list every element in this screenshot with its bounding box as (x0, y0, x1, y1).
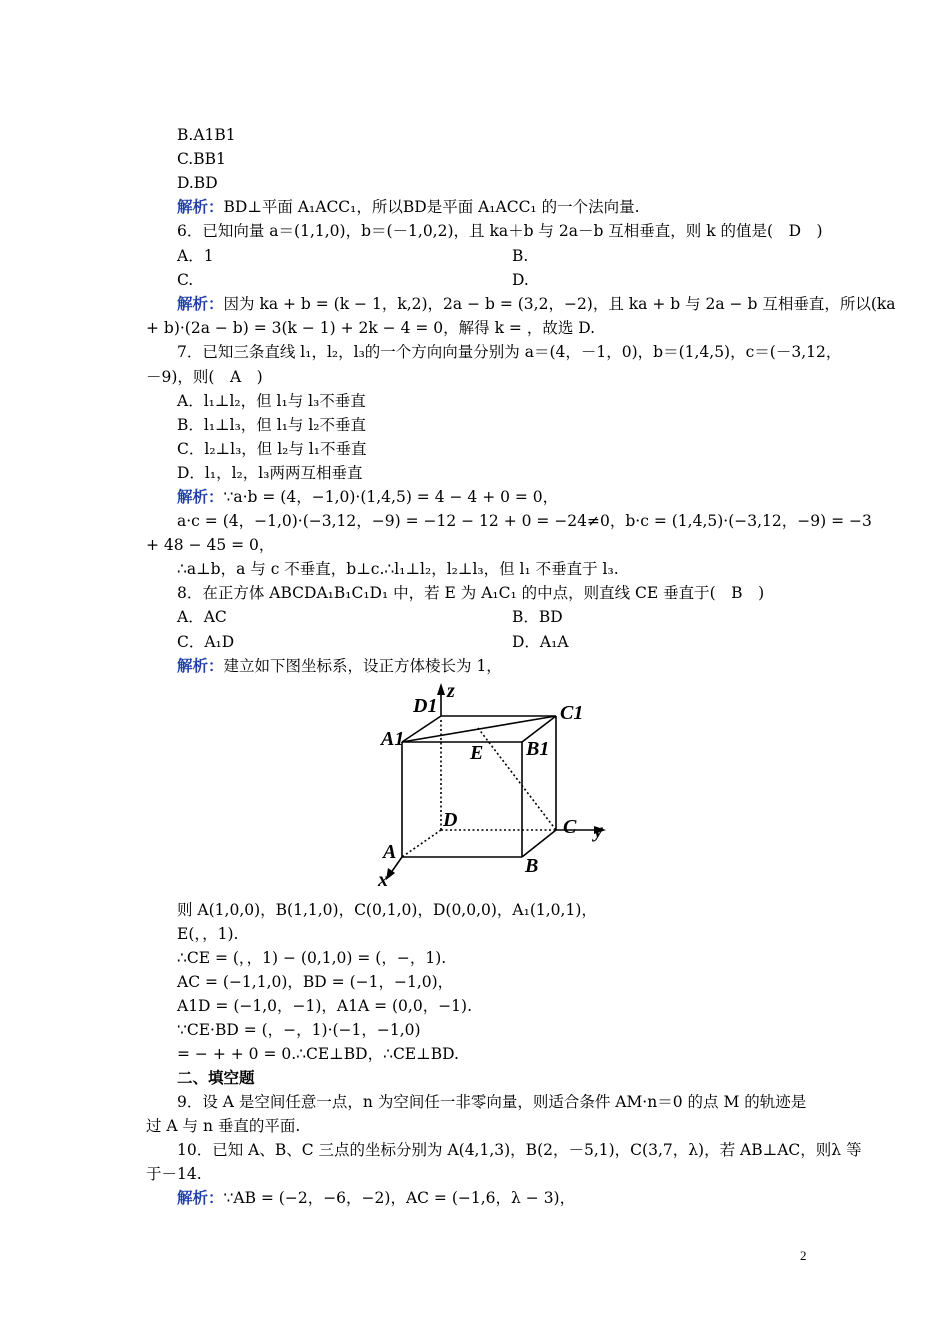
line-text: 于－14. (146, 1165, 202, 1183)
line-text: ∵AB = (−2，−6，−2)，AC = (−1,6，λ − 3)， (223, 1189, 576, 1207)
line-text: a·c = (4，−1,0)·(−3,12，−9) = −12 − 12 + 0 = −24≠0，b·c = (1,4,5)·(−3,12，−9) = −3 (177, 512, 872, 530)
line-text: ∴CE = (，，1) − (0,1,0) = (，−，1). (177, 949, 447, 967)
line-text: C. (177, 271, 194, 289)
line-text: B．BD (512, 608, 563, 626)
line-text: A1D = (−1,0，−1)，A1A = (0,0，−1). (177, 997, 473, 1015)
label-C1: C1 (560, 702, 584, 724)
label-y: y (594, 820, 603, 842)
line-text: A．AC (177, 608, 227, 626)
line-text: + 48 − 45 = 0， (146, 536, 275, 554)
label-D: D (443, 809, 458, 831)
line-text: A．1 (177, 247, 214, 265)
line-text: BD⊥平面 A₁ACC₁，所以BD是平面 A₁ACC₁ 的一个法向量. (223, 198, 640, 216)
line-text: 过 A 与 n 垂直的平面. (146, 1117, 301, 1135)
line-text: E(，，1). (177, 925, 239, 943)
analysis-label: 解析： (177, 197, 224, 216)
line-text: 8．在正方体 ABCDA₁B₁C₁D₁ 中，若 E 为 A₁C₁ 的中点，则直线 CE 垂直于( B ) (177, 584, 765, 602)
line-text: 10．已知 A、B、C 三点的坐标分别为 A(4,1,3)，B(2，－5,1)，C(3,7，λ)，若 AB⊥AC，则λ 等 (177, 1141, 862, 1159)
line-text: ∴a⊥b，a 与 c 不垂直，b⊥c.∴l₁⊥l₂，l₂⊥l₃，但 l₁ 不垂直于 l₃. (177, 560, 619, 578)
line-text: 则 A(1,0,0)，B(1,1,0)，C(0,1,0)，D(0,0,0)，A₁(1,0,1)， (177, 901, 597, 919)
line-text: C．A₁D (177, 633, 235, 651)
line-text: B.A1B1 (177, 126, 236, 144)
line-text: 7．已知三条直线 l₁，l₂，l₃的一个方向向量分别为 a＝(4，－1，0)，b＝(1,4,5)，c＝(－3,12， (177, 343, 842, 361)
line-text: 建立如下图坐标系，设正方体棱长为 1， (223, 657, 502, 675)
analysis-label: 解析： (177, 656, 224, 675)
line-text: C．l₂⊥l₃，但 l₂与 l₁不垂直 (177, 440, 367, 458)
line-text: D．l₁，l₂，l₃两两互相垂直 (177, 464, 363, 482)
line-text: C.BB1 (177, 150, 226, 168)
label-B: B (525, 855, 539, 877)
label-D1: D1 (413, 695, 438, 717)
line-text: 6．已知向量 a＝(1,1,0)，b＝(－1,0,2)，且 ka＋b 与 2a－b 互相垂直，则 k 的值是( D ) (177, 222, 823, 240)
line-text: ∵a·b = (4，−1,0)·(1,4,5) = 4 − 4 + 0 = 0， (223, 488, 559, 506)
analysis-label: 解析： (177, 487, 224, 506)
line-text: A．l₁⊥l₂，但 l₁与 l₃不垂直 (177, 392, 366, 410)
label-A1: A1 (381, 728, 405, 750)
label-A: A (383, 841, 397, 863)
line-text: D.BD (177, 174, 218, 192)
analysis-label: 解析： (177, 294, 224, 313)
line-text: = − + + 0 = 0.∴CE⊥BD，∴CE⊥BD. (177, 1045, 459, 1063)
line-text: ∵CE·BD = (，−，1)·(−1，−1,0) (177, 1021, 421, 1039)
line-text: 9．设 A 是空间任意一点，n 为空间任一非零向量，则适合条件 AM·n＝0 的点 M 的轨迹是 (177, 1093, 807, 1111)
line-text: B. (512, 247, 529, 265)
label-B1: B1 (526, 738, 550, 760)
label-C: C (563, 816, 577, 838)
line-text: －9)，则( A ) (146, 368, 263, 386)
label-x: x (378, 869, 388, 891)
line-text: + b)·(2a − b) = 3(k − 1) + 2k − 4 = 0，解得 k = ，故选 D. (146, 319, 596, 337)
line-text: D．A₁A (512, 633, 569, 651)
page-number: 2 (800, 1248, 807, 1263)
label-E: E (470, 742, 484, 764)
line-text: B．l₁⊥l₃，但 l₁与 l₂不垂直 (177, 416, 367, 434)
analysis-label: 解析： (177, 1188, 224, 1207)
line-text: AC = (−1,1,0)，BD = (−1，−1,0)， (177, 973, 454, 991)
line-text: 二、填空题 (177, 1068, 255, 1087)
line-text: 因为 ka + b = (k − 1，k,2)，2a − b = (3,2，−2)，且 ka + b 与 2a − b 互相垂直，所以(ka (223, 295, 896, 313)
label-z: z (447, 680, 455, 702)
line-text: D. (512, 271, 529, 289)
